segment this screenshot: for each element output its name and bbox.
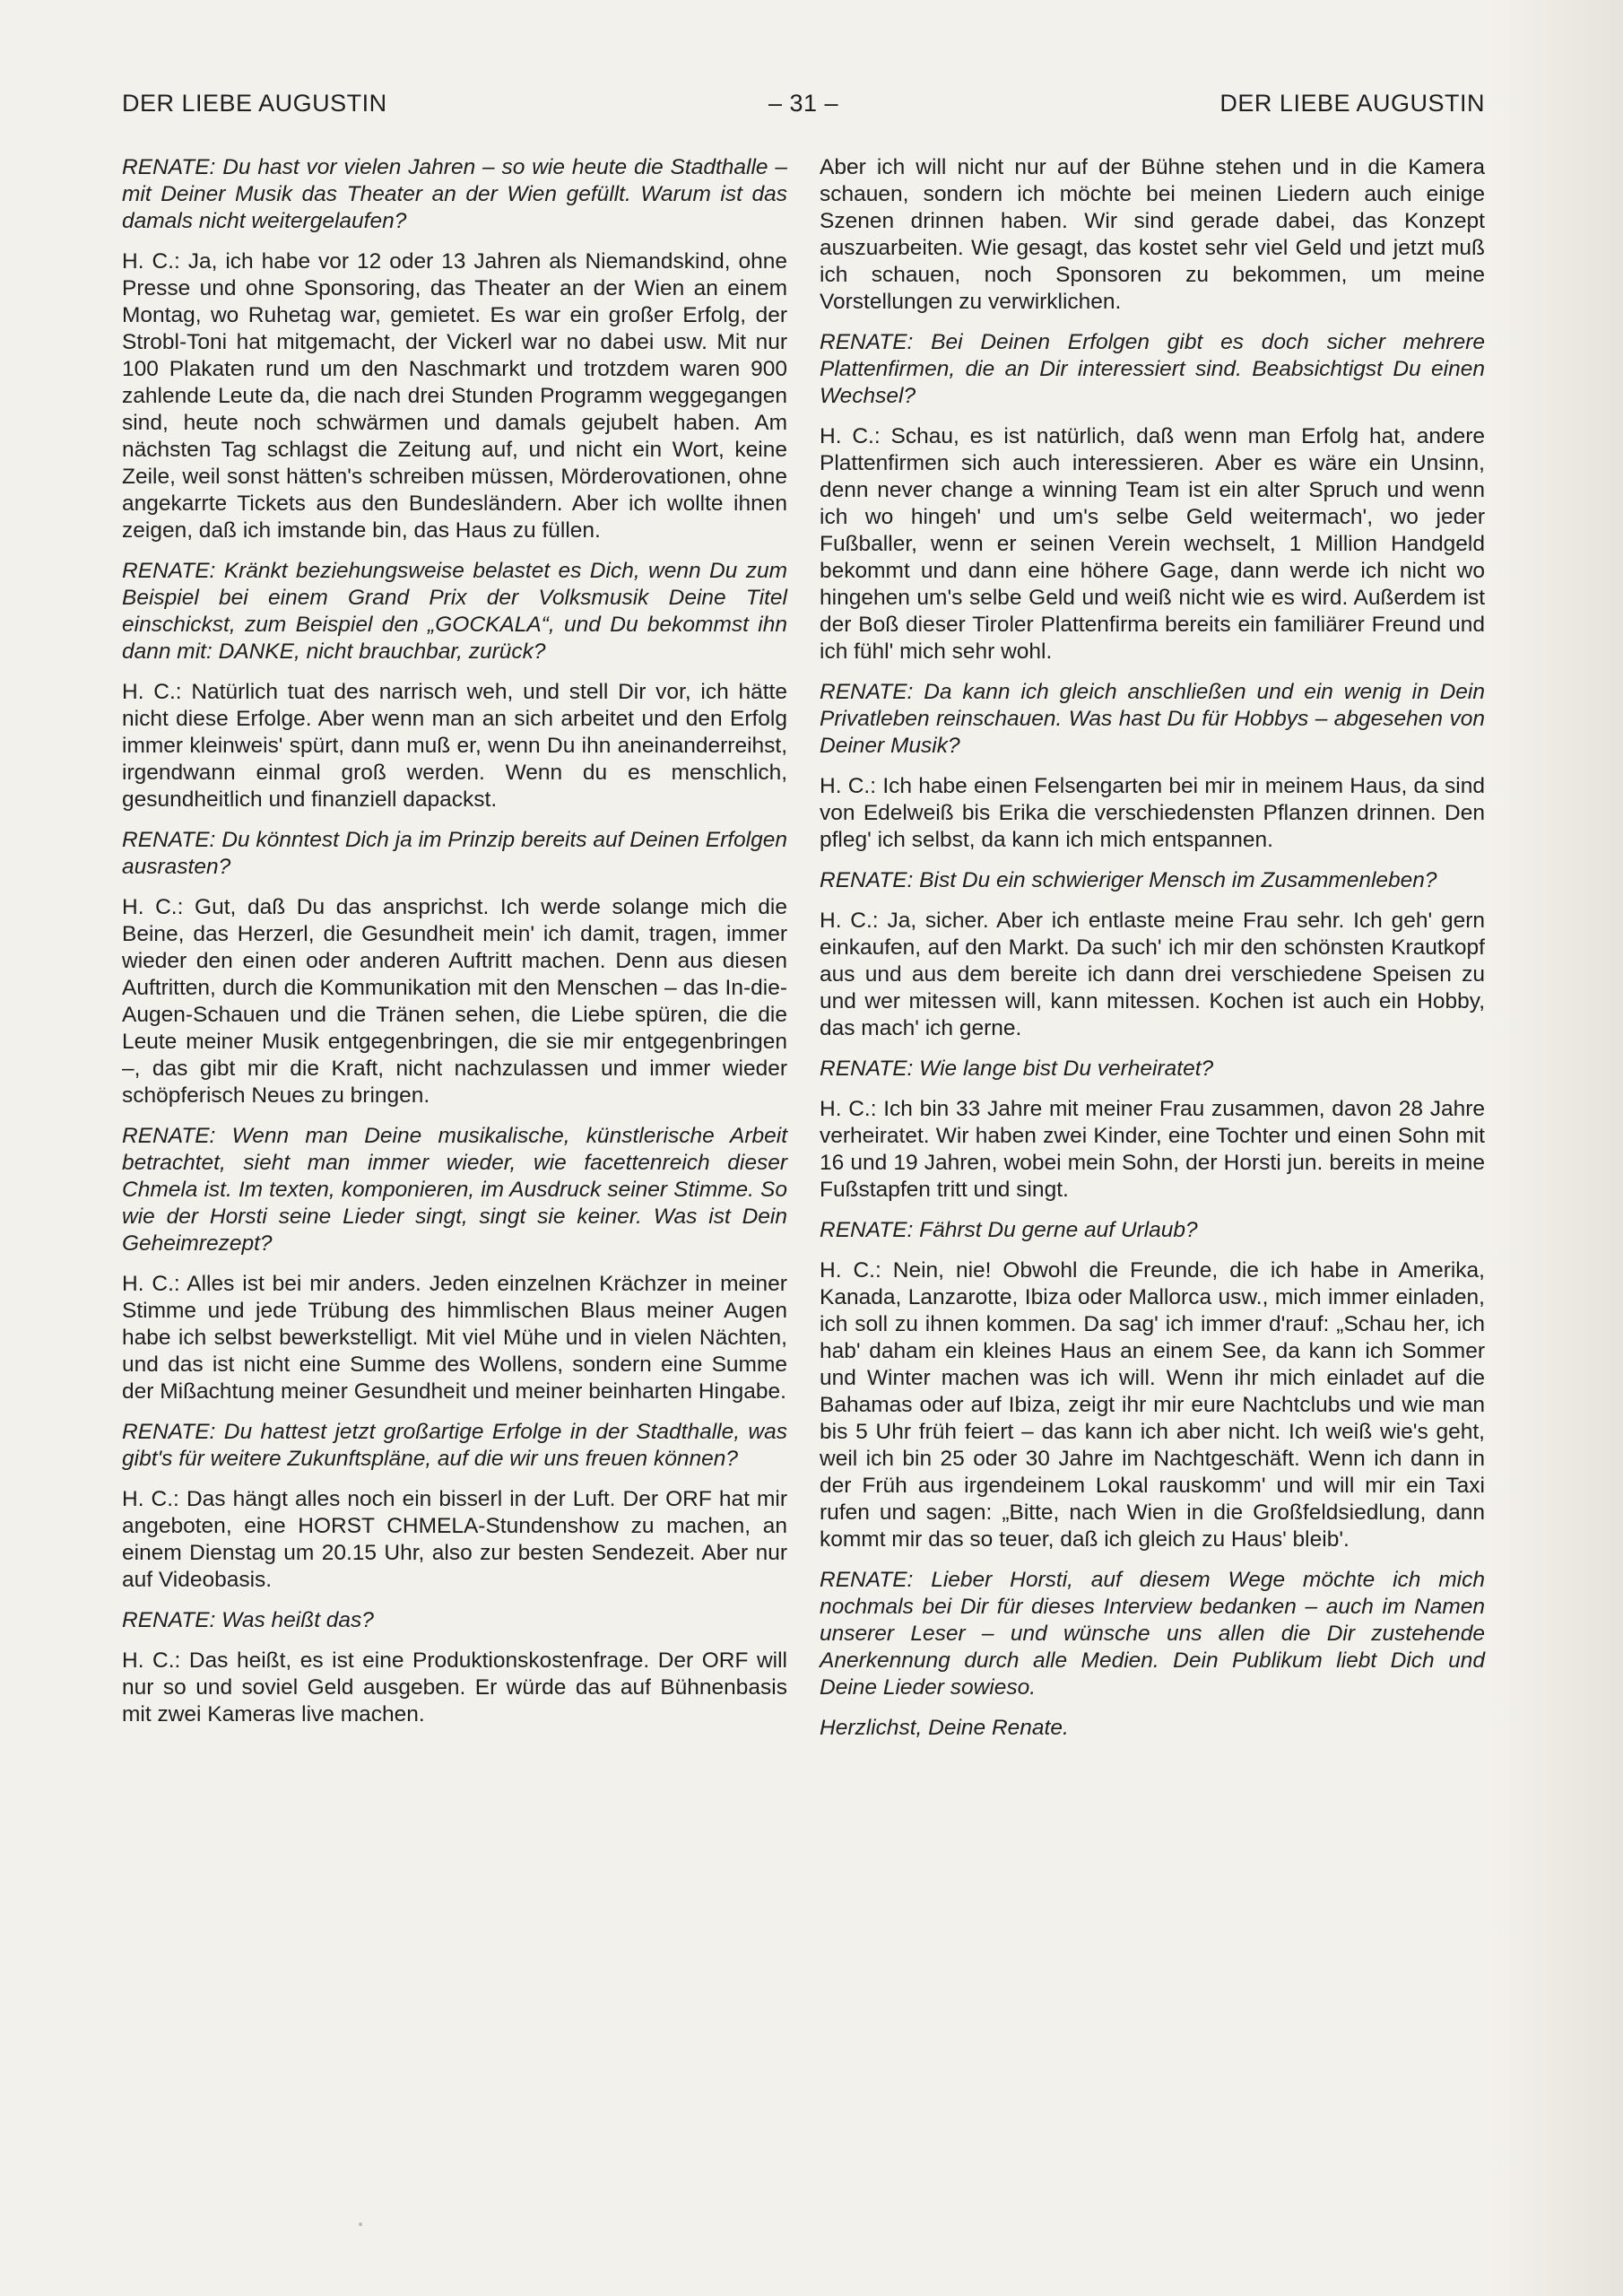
- interview-question: RENATE: Fährst Du gerne auf Urlaub?: [820, 1218, 1198, 1242]
- answer-text: Das hängt alles noch ein bisserl in der Luft. Der ORF hat mir angeboten, eine HORST CHMELA-Stundenshow zu machen, an einem Dienstag um 20.15 Uhr, also zur besten Sendezeit. Aber nur auf Videobasis.: [122, 1487, 787, 1592]
- speaker-label: H. C.:: [820, 1097, 877, 1121]
- interview-answer: [820, 1257, 1485, 1553]
- speaker-label: H. C.:: [820, 909, 879, 933]
- interview-question: RENATE: Du hast vor vielen Jahren – so wie heute die Stadthalle – mit Deiner Musik das Theater an der Wien gefüllt. Warum ist das damals nicht weitergelaufen?: [122, 155, 787, 233]
- interview-question: RENATE: Da kann ich gleich anschließen und ein wenig in Dein Privatleben reinschauen. Was hast Du für Hobbys – abgesehen von Deiner Musik?: [820, 680, 1485, 758]
- interview-answer: [122, 1271, 787, 1405]
- page-header: [122, 90, 1485, 129]
- speaker-label: H. C.:: [820, 424, 881, 448]
- scan-speck: [359, 2222, 362, 2226]
- left-text-column: [122, 154, 787, 1742]
- interview-question: RENATE: Kränkt beziehungsweise belastet es Dich, wenn Du zum Beispiel bei einem Grand Prix der Volksmusik Deine Titel einschickst, zum Beispiel den „GOCKALA“, und Du bekommst ihn dann mit: DANKE, nicht brauchbar, zurück?: [122, 559, 787, 664]
- interview-answer: [122, 1486, 787, 1594]
- answer-text: Natürlich tuat des narrisch weh, und stell Dir vor, ich hätte nicht diese Erfolge. Aber wenn man an sich arbeitet und den Erfolg immer kleinweis' spürt, dann muß er, wenn Du ihn aneinanderreihst, irgendwann einmal groß werden. Wenn du es menschlich, gesundheitlich und finanziell dapackst.: [122, 680, 787, 812]
- answer-text: Aber ich will nicht nur auf der Bühne stehen und in die Kamera schauen, sondern ich möchte bei meinen Liedern auch einige Szenen drinnen haben. Wir sind gerade dabei, das Konzept auszuarbeiten. Wie gesagt, das kostet sehr viel Geld und jetzt muß ich schauen, noch Sponsoren zu bekommen, um meine Vorstellungen zu verwirklichen.: [820, 155, 1485, 314]
- page-number: – 31 –: [768, 90, 839, 117]
- right-text-column: [820, 154, 1485, 1755]
- interview-answer: [122, 1648, 787, 1728]
- interview-question: RENATE: Was heißt das?: [122, 1608, 374, 1632]
- speaker-label: H. C.:: [122, 1487, 179, 1511]
- interview-answer: [122, 248, 787, 544]
- answer-text: Ich bin 33 Jahre mit meiner Frau zusammen, davon 28 Jahre verheiratet. Wir haben zwei Kinder, eine Tochter und einen Sohn mit 16 und 19 Jahren, wobei mein Sohn, der Horsti jun. bereits in meine Fußstapfen tritt und singt.: [820, 1097, 1485, 1202]
- speaker-label: H. C.:: [122, 680, 182, 704]
- interview-question: RENATE: Bei Deinen Erfolgen gibt es doch sicher mehrere Plattenfirmen, die an Dir interessiert sind. Beabsichtigst Du einen Wechsel?: [820, 330, 1485, 408]
- interview-answer: [122, 894, 787, 1109]
- interview-answer: [820, 1096, 1485, 1204]
- interview-question: RENATE: Lieber Horsti, auf diesem Wege möchte ich mich nochmals bei Dir für dieses Interview bedanken – auch im Namen unserer Leser – und wünsche uns allen die Dir zustehende Anerkennung durch alle Medien. Dein Publikum liebt Dich und Deine Lieder sowieso.: [820, 1568, 1485, 1700]
- interview-question: RENATE: Wie lange bist Du verheiratet?: [820, 1057, 1214, 1081]
- running-head-right: DER LIEBE AUGUSTIN: [1219, 90, 1485, 117]
- answer-text: Gut, daß Du das ansprichst. Ich werde solange mich die Beine, das Herzerl, die Gesundheit mein' ich damit, tragen, immer wieder den einen oder anderen Auftritt machen. Denn aus diesen Auftritten, durch die Kommunikation mit den Menschen – das In-die-Augen-Schauen und die Tränen sehen, die Liebe spüren, die die Leute meiner Musik entgegenbringen, die sie mir entgegenbringen –, das gibt mir die Kraft, nicht nachzulassen und immer wieder schöpferisch Neues zu bringen.: [122, 895, 787, 1108]
- interview-question: RENATE: Bist Du ein schwieriger Mensch im Zusammenleben?: [820, 868, 1437, 892]
- interview-answer: [820, 423, 1485, 665]
- interview-question: RENATE: Du könntest Dich ja im Prinzip bereits auf Deinen Erfolgen ausrasten?: [122, 828, 787, 879]
- speaker-label: H. C.:: [122, 1648, 181, 1673]
- answer-text: Alles ist bei mir anders. Jeden einzelnen Krächzer in meiner Stimme und jede Trübung des himmlischen Blaus meiner Augen habe ich selbst bewerkstelligt. Mit viel Mühe und in vielen Nächten, und das ist nicht eine Summe des Wollens, sondern eine Summe der Mißachtung meiner Gesundheit und meiner beinharten Hingabe.: [122, 1272, 787, 1404]
- interview-question: RENATE: Du hattest jetzt großartige Erfolge in der Stadthalle, was gibt's für weitere Zukunftspläne, auf die wir uns freuen können?: [122, 1420, 787, 1471]
- interview-answer: [122, 679, 787, 813]
- interview-answer: [820, 154, 1485, 316]
- answer-text: Das heißt, es ist eine Produktionskostenfrage. Der ORF will nur so und soviel Geld ausgeben. Er würde das auf Bühnenbasis mit zwei Kameras live machen.: [122, 1648, 787, 1726]
- answer-text: Ich habe einen Felsengarten bei mir in meinem Haus, da sind von Edelweiß bis Erika die verschiedensten Pflanzen drinnen. Den pfleg' ich selbst, da kann ich mich entspannen.: [820, 774, 1485, 852]
- interview-question: Herzlichst, Deine Renate.: [820, 1716, 1069, 1740]
- answer-text: Ja, ich habe vor 12 oder 13 Jahren als Niemandskind, ohne Presse und ohne Sponsoring, das Theater an der Wien an einem Montag, wo Ruhetag war, gemietet. Es war ein großer Erfolg, der Strobl-Toni hat mitgemacht, der Vickerl war no dabei usw. Mit nur 100 Plakaten rund um den Naschmarkt und trotzdem waren 900 zahlende Leute da, die nach drei Stunden Programm weggegangen sind, heute noch schwärmen und damals gejubelt haben. Am nächsten Tag schlagst die Zeitung auf, und nicht ein Wort, keine Zeile, weil sonst hätten's schreiben müssen, Mörderovationen, ohne angekarrte Tickets aus den Bundesländern. Aber ich wollte ihnen zeigen, daß ich imstande bin, das Haus zu füllen.: [122, 249, 787, 543]
- interview-answer: [820, 773, 1485, 854]
- speaker-label: H. C.:: [820, 774, 877, 798]
- answer-text: Ja, sicher. Aber ich entlaste meine Frau sehr. Ich geh' gern einkaufen, auf den Markt. Da such' ich mir den schönsten Krautkopf aus und aus dem bereite ich dann drei verschiedene Speisen zu und wer mitessen will, kann mitessen. Kochen ist auch ein Hobby, das mach' ich gerne.: [820, 909, 1485, 1040]
- speaker-label: H. C.:: [820, 1258, 881, 1283]
- interview-question: RENATE: Wenn man Deine musikalische, künstlerische Arbeit betrachtet, sieht man immer wieder, wie facettenreich dieser Chmela ist. Im texten, komponieren, im Ausdruck seiner Stimme. So wie der Horsti seine Lieder singt, singt sie keiner. Was ist Dein Geheimrezept?: [122, 1124, 787, 1256]
- answer-text: Nein, nie! Obwohl die Freunde, die ich habe in Amerika, Kanada, Lanzarotte, Ibiza oder Mallorca usw., mich immer einladen, ich soll zu ihnen kommen. Da sag' ich immer d'rauf: „Schau her, ich hab' daham ein kleines Haus an einem See, da kann ich Sommer und Winter machen was ich will. Wenn ihr mich einladet auf die Bahamas oder auf Ibiza, zeigt ihr mir eure Nachtclubs und wie man bis 5 Uhr früh feiert – das kann ich aber nicht. Ich weiß wie's geht, weil ich bin 25 oder 30 Jahre im Nachtgeschäft. Wenn ich dann in der Früh aus irgendeinem Lokal rauskomm' und will mir ein Taxi rufen und sagen: „Bitte, nach Wien in die Großfeldsiedlung, dann kommt mir das so teuer, daß ich gleich zu Haus' bleib'.: [820, 1258, 1485, 1552]
- interview-answer: [820, 908, 1485, 1042]
- answer-text: Schau, es ist natürlich, daß wenn man Erfolg hat, andere Plattenfirmen sich auch interessieren. Aber es wäre ein Unsinn, denn never change a winning Team ist ein alter Spruch und wenn ich wo hingeh' und um's selbe Geld weitermach', wo jeder Fußballer, wenn er seinen Verein wechselt, 1 Million Handgeld bekommt und dann eine höhere Gage, dann werde ich nicht wo hingehen um's selbe Geld und weiß nicht wie es wird. Außerdem ist der Boß dieser Tiroler Plattenfirma bereits ein familiärer Freund und ich fühl' mich sehr wohl.: [820, 424, 1485, 664]
- scan-edge-shadow: [1488, 0, 1623, 2296]
- speaker-label: H. C.:: [122, 895, 184, 919]
- speaker-label: H. C.:: [122, 1272, 180, 1296]
- running-head-left: DER LIEBE AUGUSTIN: [122, 90, 387, 117]
- speaker-label: H. C.:: [122, 249, 180, 274]
